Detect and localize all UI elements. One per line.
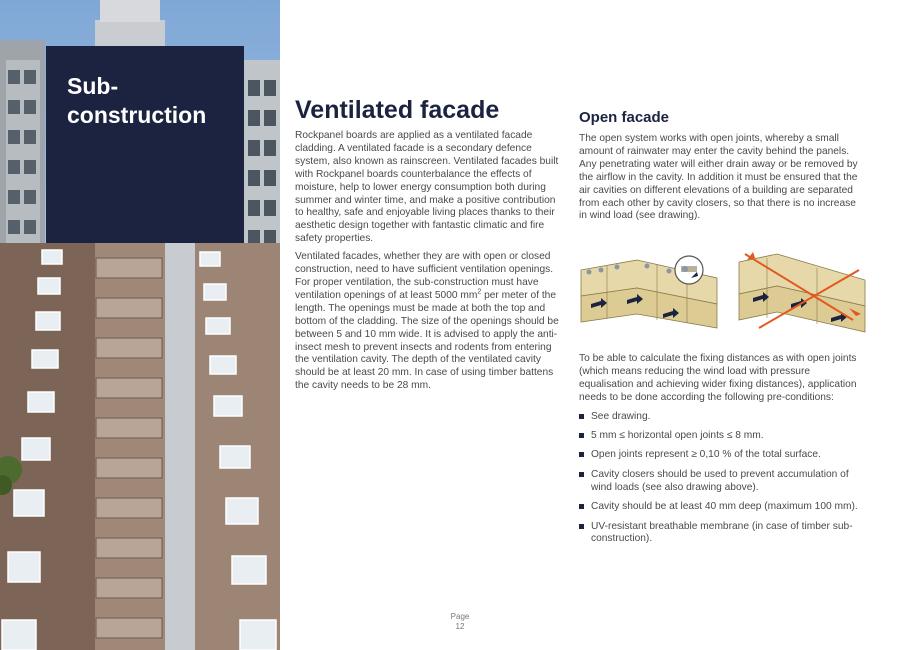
paragraph: To be able to calculate the fixing distances as with open joints (which means reducing the wind load with pressure equalisation and achieving wider fixing distances), application needs to be done according the following pre-conditions: [579, 353, 857, 403]
page-label: Page [450, 612, 470, 621]
paragraph: The open system works with open joints, whereby a small amount of rainwater may enter the cavity behind the panels. Any penetrating water will either drain away or be removed by the airflow in the cavity. In addition it must be ensured that the air cavities on different elevations of a building are separated from each other by cavity closers, so that there is no increase in wind load (see drawing). [579, 133, 858, 222]
open-facade-intro [579, 133, 861, 228]
list-item [579, 411, 861, 424]
list-item-text: UV-resistant breathable membrane (in case of timber sub-construction). [591, 520, 853, 545]
bullet-icon [579, 524, 584, 529]
bullet-icon [579, 433, 584, 438]
superscript: 2 [477, 288, 482, 296]
ventilated-facade-text [295, 130, 563, 398]
page-number-value: 12 [455, 622, 465, 631]
paragraph: Rockpanel boards are applied as a ventilated facade cladding. A ventilated facade is a secondary defence system, also known as rainscreen. Ventilated facades built with Rockpanel boards counterbalance the effects of moisture, help to lower energy consumption both during summer and winter time, and make a positive contribution to healthy, safe and enjoyable living places thanks to their aesthetic design together with fantastic climatic and fire safety properties. [295, 130, 559, 245]
list-item-text: Cavity should be at least 40 mm deep (maximum 100 mm). [591, 501, 858, 513]
paragraph-part: per meter of the length. The openings must be made at both the top and bottom of the cladding. The size of the openings should be between 5 and 10 mm wide. It is advised to apply the anti-insect mesh to prevent insects and rodents from entering the ventilation cavity. The depth of the ventilated cavity should be at least 20 mm. In case of using timber battens the cavity needs to be 28 mm. [295, 289, 559, 392]
bullet-icon [579, 414, 584, 419]
section-title: Sub- construction [67, 73, 207, 128]
list-item [579, 430, 861, 443]
bullet-icon [579, 504, 584, 509]
conditions-list [579, 411, 861, 547]
list-item [579, 449, 861, 462]
paragraph-part: Ventilated facades, whether they are with open or closed construction, need to have sufficient ventilation openings. For proper ventilation, the sub-construction must have ventilation openings of at least 5000 mm [295, 251, 554, 301]
list-item [579, 521, 861, 547]
ventilated-facade-heading: Ventilated facade [295, 96, 500, 124]
bullet-icon [579, 472, 584, 477]
list-item [579, 501, 861, 514]
paragraph [295, 251, 563, 393]
list-item-text: Open joints represent ≥ 0,10 % of the total surface. [591, 449, 821, 461]
open-joints-drawing [577, 248, 869, 338]
list-item-text: Cavity closers should be used to prevent accumulation of wind loads (see also drawing above). [591, 468, 849, 493]
list-item-text: 5 mm ≤ horizontal open joints ≤ 8 mm. [591, 430, 764, 442]
open-facade-conditions [579, 353, 861, 553]
open-facade-heading: Open facade [579, 109, 670, 126]
incorrect-configuration-drawing [739, 252, 865, 332]
list-item [579, 469, 861, 495]
bullet-icon [579, 452, 584, 457]
section-title-box [46, 46, 244, 243]
correct-configuration-drawing [581, 256, 717, 328]
page-number [440, 612, 480, 632]
list-item-text: See drawing. [591, 410, 651, 422]
